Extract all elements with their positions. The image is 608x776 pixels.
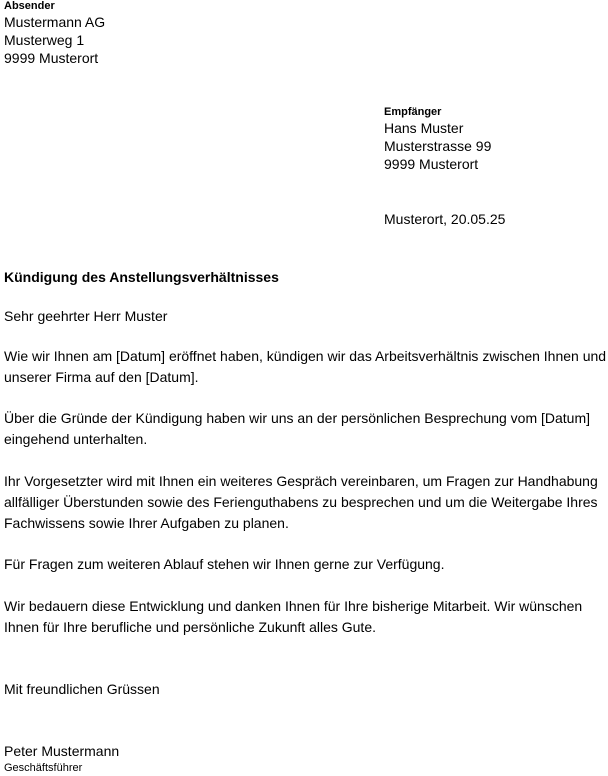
sender-street: Musterweg 1	[4, 32, 85, 48]
letter-date: Musterort, 20.05.25	[384, 211, 506, 227]
recipient-name: Hans Muster	[384, 120, 464, 136]
signer-name: Peter Mustermann	[4, 743, 120, 759]
salutation: Sehr geehrter Herr Muster	[4, 308, 168, 324]
paragraph-2: Über die Gründe der Kündigung haben wir uns an der persönlichen Besprechung vom [Datum] eingehend unterhalten.	[4, 410, 591, 447]
paragraph-5: Wir bedauern diese Entwicklung und danken Ihnen für Ihre bisherige Mitarbeit. Wir wünschen Ihnen für Ihre berufliche und persönliche Zukunft alles Gute.	[4, 598, 583, 635]
recipient-block	[384, 106, 491, 173]
paragraph-4: Für Fragen zum weiteren Ablauf stehen wir Ihnen gerne zur Verfügung.	[4, 556, 445, 572]
sender-city: 9999 Musterort	[4, 50, 99, 66]
recipient-label: Empfänger	[384, 106, 442, 118]
paragraph-1: Wie wir Ihnen am [Datum] eröffnet haben, kündigen wir das Arbeitsverhältnis zwischen Ihnen und unserer Firma auf den [Datum].	[4, 348, 607, 385]
letter-subject: Kündigung des Anstellungsverhältnisses	[4, 269, 279, 285]
paragraph-3: Ihr Vorgesetzter wird mit Ihnen ein weiteres Gespräch vereinbaren, um Fragen zur Handhabung allfälliger Überstunden sowie des Ferienguthabens zu besprechen und um die Weitergabe Ihres Fachwissens sowie Ihrer Aufgaben zu planen.	[4, 473, 598, 531]
recipient-street: Musterstrasse 99	[384, 138, 492, 154]
closing-phrase: Mit freundlichen Grüssen	[4, 681, 160, 697]
sender-block	[4, 0, 105, 67]
sender-label: Absender	[4, 0, 55, 12]
sender-company: Mustermann AG	[4, 14, 106, 30]
signer-title: Geschäftsführer	[4, 762, 83, 774]
recipient-city: 9999 Musterort	[384, 156, 479, 172]
